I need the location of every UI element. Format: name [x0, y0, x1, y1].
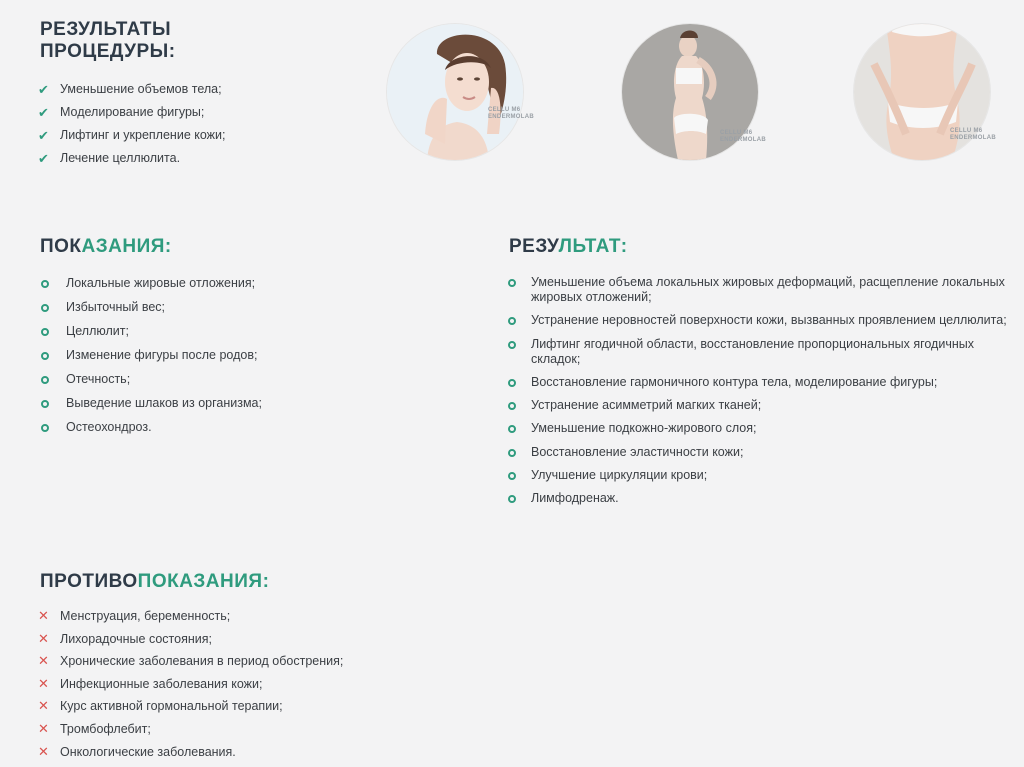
watermark-1	[488, 107, 534, 121]
list-item	[38, 745, 343, 760]
list-item-text: Уменьшение объемов тела;	[60, 82, 222, 96]
bullet-icon	[508, 402, 516, 410]
list-item-text: Хронические заболевания в период обострения;	[60, 654, 344, 669]
list-item	[40, 396, 262, 411]
list-item	[40, 300, 262, 315]
bullet-icon	[508, 279, 516, 287]
list-item	[40, 372, 262, 387]
list-item-text: Остеохондроз.	[66, 420, 152, 434]
face-portrait-image	[387, 24, 523, 160]
list-item-text: Лечение целлюлита.	[60, 151, 181, 165]
list-item	[38, 128, 225, 143]
list-item	[508, 468, 1008, 483]
indications-title	[40, 236, 172, 258]
list-item-text: Локальные жировые отложения;	[66, 276, 256, 290]
indications-list	[40, 276, 262, 444]
list-item-text: Восстановление гармоничного контура тела, моделирование фигуры;	[531, 374, 938, 389]
watermark-1-line1: CELLU M6	[488, 107, 521, 113]
list-item	[508, 398, 1008, 413]
list-item-text: Моделирование фигуры;	[60, 105, 205, 119]
list-item-text: Отечность;	[66, 372, 131, 386]
list-item	[508, 375, 1008, 390]
watermark-3	[950, 128, 996, 142]
list-item-text: Избыточный вес;	[66, 300, 166, 314]
list-item	[38, 105, 225, 120]
cross-icon: ✕	[38, 653, 49, 669]
list-item	[38, 632, 343, 647]
bullet-icon	[41, 424, 49, 432]
list-item	[508, 421, 1008, 436]
procedure-results-list	[38, 82, 225, 174]
bullet-icon	[41, 304, 49, 312]
indications-title-green: АЗАНИЯ:	[81, 236, 172, 257]
list-item	[38, 654, 343, 669]
watermark-2	[720, 130, 766, 144]
list-item-text: Улучшение циркуляции крови;	[531, 468, 708, 483]
list-item	[40, 276, 262, 291]
watermark-1-line2: ENDERMOLAB	[488, 114, 534, 120]
cross-icon: ✕	[38, 720, 49, 736]
list-item-text: Онкологические заболевания.	[60, 744, 236, 759]
list-item	[38, 677, 343, 692]
list-item	[38, 722, 343, 737]
list-item-text: Выведение шлаков из организма;	[66, 396, 262, 410]
list-item-text: Устранение неровностей поверхности кожи, вызванных проявлением целлюлита;	[531, 313, 1007, 328]
bullet-icon	[508, 379, 516, 387]
list-item	[508, 275, 1008, 305]
watermark-2-line1: CELLU M6	[720, 130, 753, 136]
result-list	[508, 275, 1008, 515]
list-item-text: Уменьшение объема локальных жировых деформаций, расщепление локальных жировых отложений;	[531, 275, 1005, 304]
procedure-results-title	[40, 19, 176, 63]
watermark-3-line2: ENDERMOLAB	[950, 135, 996, 141]
bullet-icon	[41, 352, 49, 360]
procedure-results-title-line2: ПРОЦЕДУРЫ:	[40, 41, 176, 62]
watermark-3-line1: CELLU M6	[950, 128, 983, 134]
check-icon: ✔	[38, 128, 49, 143]
contraindications-list	[38, 609, 343, 767]
list-item-text: Изменение фигуры после родов;	[66, 348, 258, 362]
list-item	[508, 445, 1008, 460]
check-icon: ✔	[38, 82, 49, 97]
cross-icon: ✕	[38, 630, 49, 646]
bullet-icon	[41, 280, 49, 288]
watermark-2-line2: ENDERMOLAB	[720, 137, 766, 143]
list-item-text: Курс активной гормональной терапии;	[60, 699, 283, 714]
bullet-icon	[508, 341, 516, 349]
cross-icon: ✕	[38, 675, 49, 691]
bullet-icon	[508, 425, 516, 433]
list-item-text: Устранение асимметрий магких тканей;	[531, 398, 762, 413]
list-item-text: Менструация, беременность;	[60, 609, 231, 623]
list-item	[40, 324, 262, 339]
list-item	[508, 491, 1008, 506]
indications-title-dark: ПОК	[40, 236, 82, 257]
bullet-icon	[508, 449, 516, 457]
list-item-text: Уменьшение подкожно-жирового слоя;	[531, 421, 757, 436]
bullet-icon	[41, 376, 49, 384]
bullet-icon	[41, 400, 49, 408]
list-item-text: Лихорадочные состояния;	[60, 631, 212, 646]
list-item-text: Целлюлит;	[66, 324, 129, 338]
bullet-icon	[508, 495, 516, 503]
list-item-text: Тромбофлебит;	[60, 721, 151, 736]
list-item-text: Лимфодренаж.	[531, 491, 619, 506]
list-item	[40, 420, 262, 435]
cross-icon: ✕	[38, 698, 49, 714]
list-item	[38, 699, 343, 714]
list-item	[508, 337, 1008, 367]
list-item	[40, 348, 262, 363]
list-item	[38, 151, 225, 166]
check-icon: ✔	[38, 151, 49, 166]
procedure-results-title-line1: РЕЗУЛЬТАТЫ	[40, 19, 172, 40]
cross-icon: ✕	[38, 608, 49, 623]
list-item	[38, 82, 225, 97]
contraindications-title-green: ПОКАЗАНИЯ:	[137, 571, 270, 592]
list-item-text: Лифтинг и укрепление кожи;	[60, 128, 226, 142]
result-title	[509, 236, 628, 258]
check-icon: ✔	[38, 105, 49, 120]
bullet-icon	[508, 317, 516, 325]
result-title-dark: РЕЗУ	[509, 236, 559, 257]
list-item-text: Инфекционные заболевания кожи;	[60, 676, 263, 691]
contraindications-title	[40, 571, 269, 593]
list-item-text: Лифтинг ягодичной области, восстановление пропорциональных ягодичных складок;	[531, 336, 974, 366]
list-item	[38, 609, 343, 624]
cross-icon: ✕	[38, 743, 49, 759]
list-item	[508, 313, 1008, 328]
result-title-green: ЛЬТАТ:	[558, 236, 628, 257]
contraindications-title-dark: ПРОТИВО	[40, 571, 138, 592]
bullet-icon	[508, 472, 516, 480]
list-item-text: Восстановление эластичности кожи;	[531, 444, 744, 459]
bullet-icon	[41, 328, 49, 336]
